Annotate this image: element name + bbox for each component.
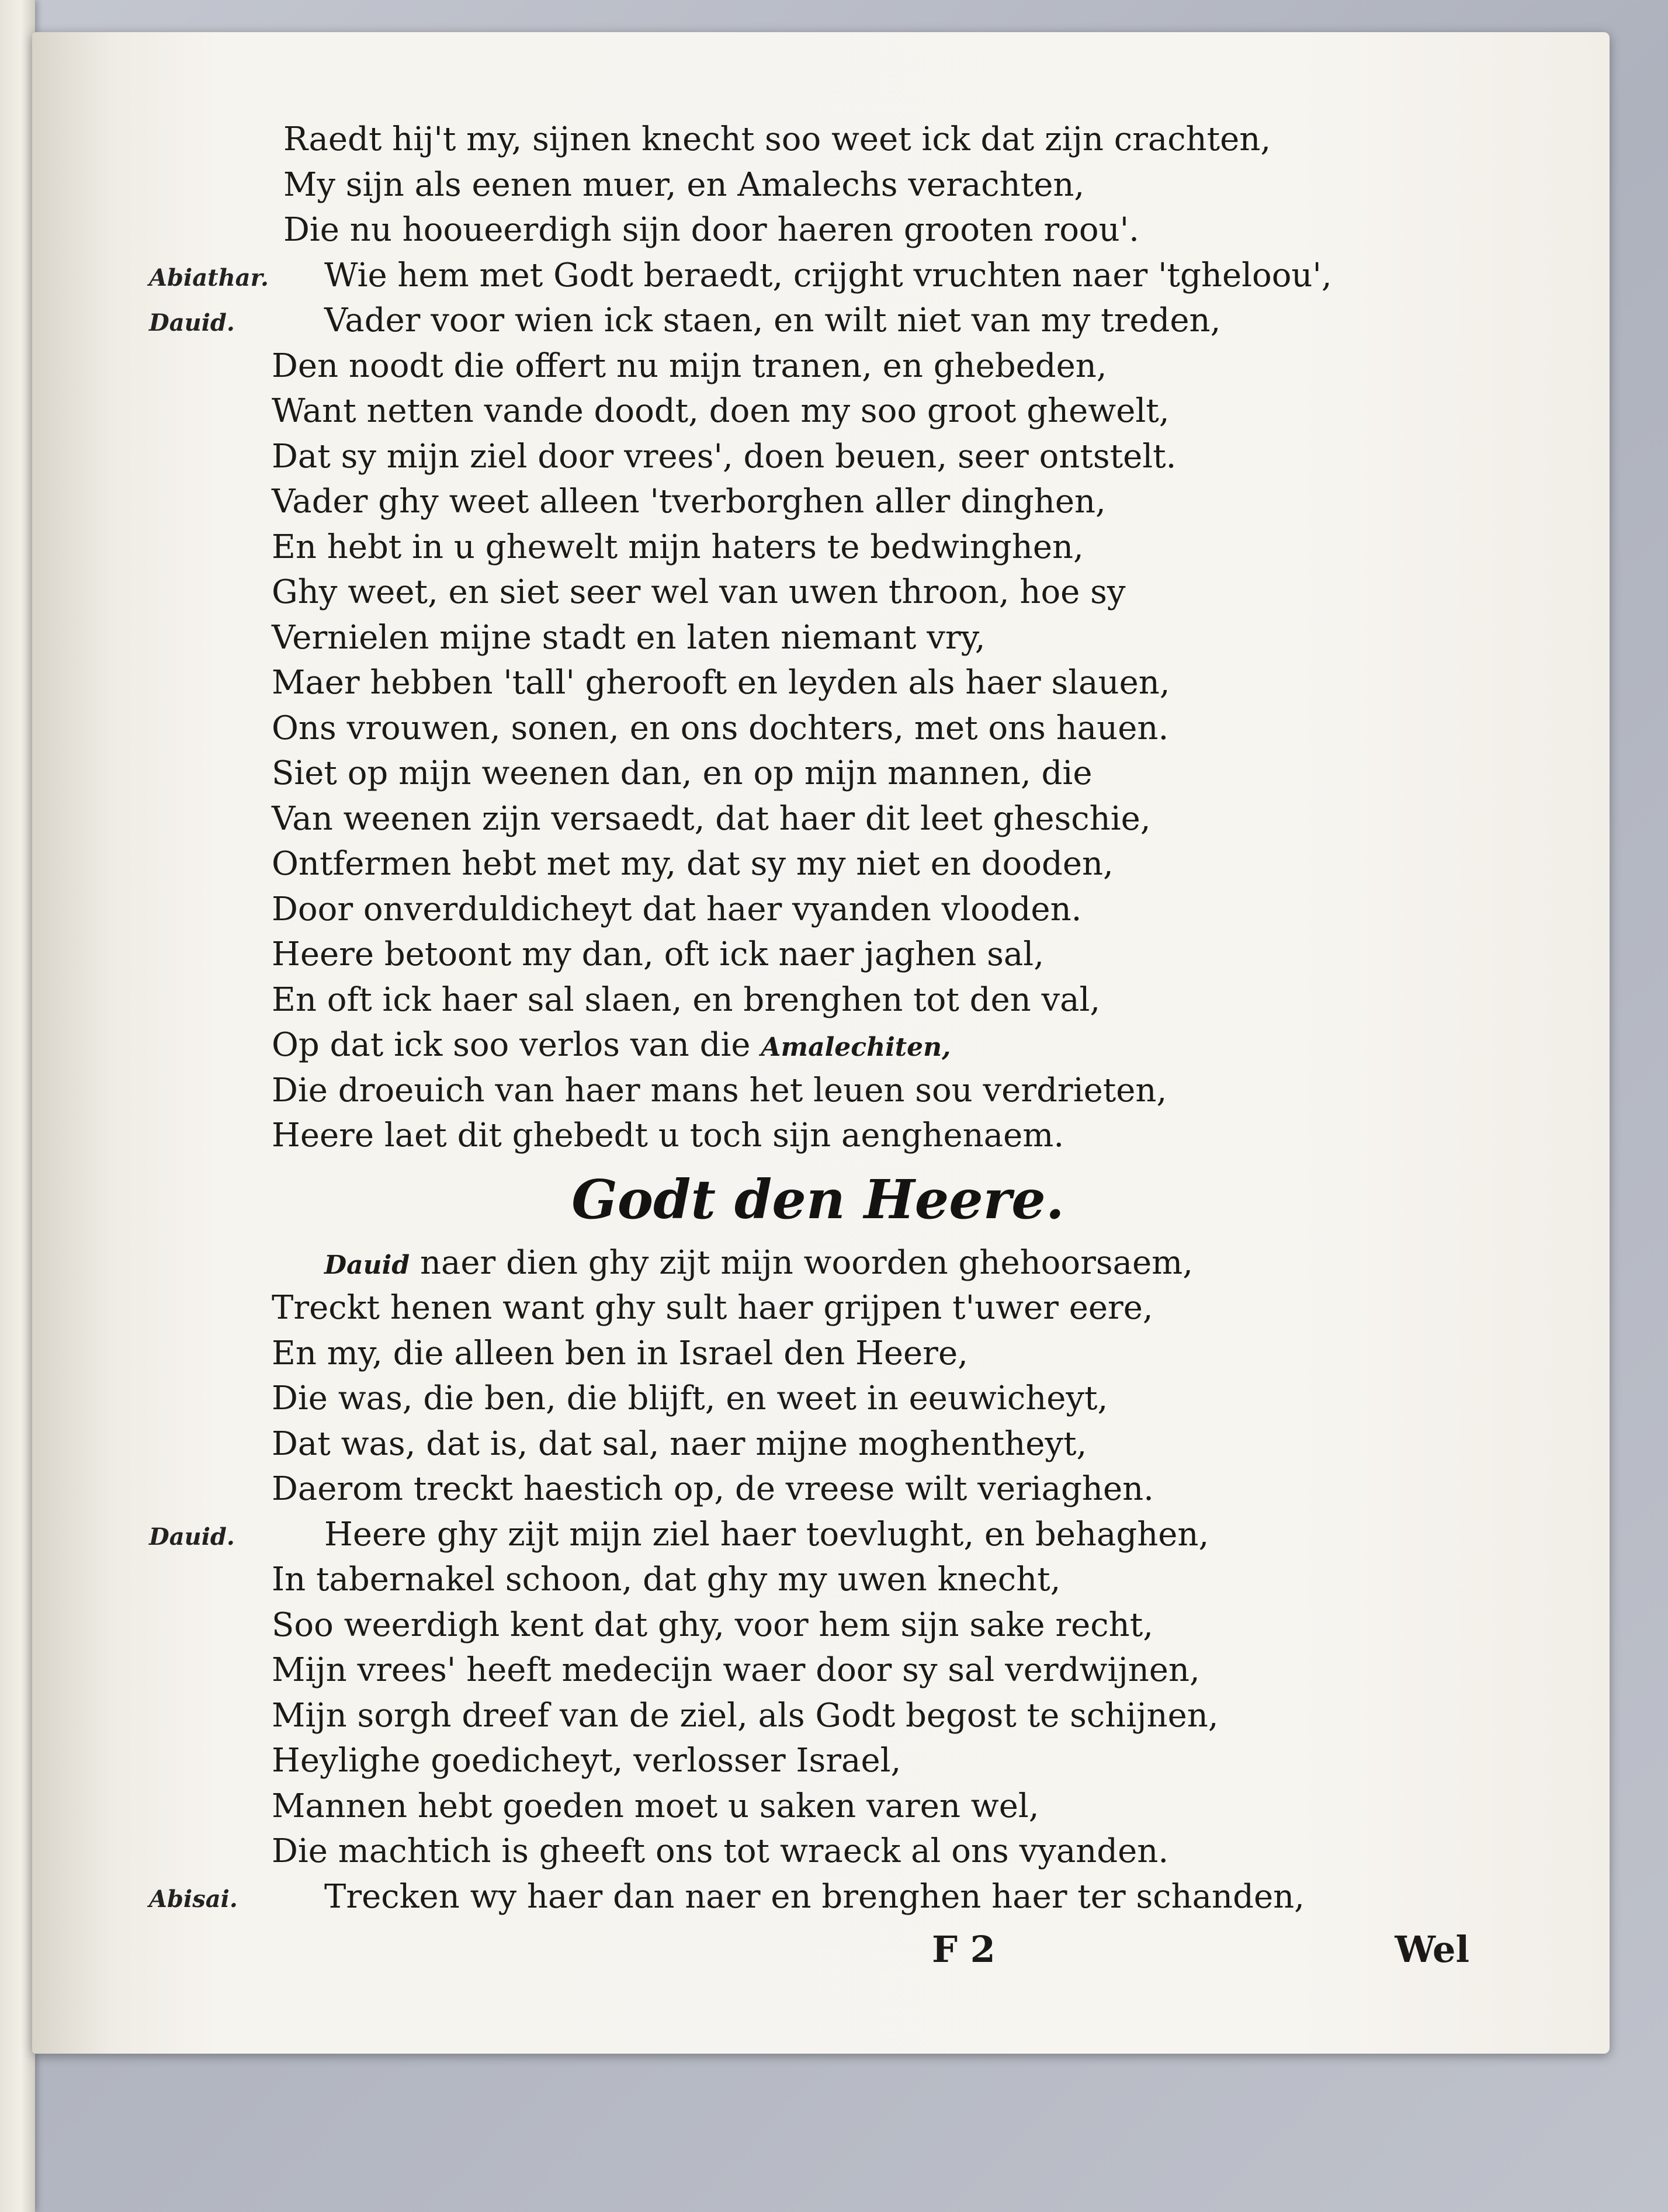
verse-line <box>272 932 1469 977</box>
verse-lines-top <box>149 117 1469 1159</box>
verse-words: Door onverduldicheyt dat haer vyanden vlooden. <box>272 890 1082 928</box>
verse-words: Den noodt die offert nu mijn tranen, en ghebeden, <box>272 346 1107 385</box>
verse-words: Die was, die ben, die blijft, en weet in eeuwicheyt, <box>272 1379 1108 1417</box>
verse-line-text <box>283 162 1084 208</box>
verse-line-text <box>272 841 1114 887</box>
verse-line <box>149 253 1469 299</box>
verse-words: Ghy weet, en siet seer wel van uwen throon, hoe sy <box>272 573 1126 611</box>
verse-words: Daerom treckt haestich op, de vreese wilt veriaghen. <box>272 1470 1154 1508</box>
verse-line-text <box>272 1113 1064 1159</box>
verse-words: Heylighe goedicheyt, verlosser Israel, <box>272 1742 901 1780</box>
verse-line <box>272 615 1469 661</box>
verse-line-text <box>272 570 1125 615</box>
verse-line <box>272 751 1469 796</box>
verse-words: Vader ghy weet alleen 'tverborghen aller dinghen, <box>272 483 1106 521</box>
verse-words: naer dien ghy zijt mijn woorden ghehoorsaem, <box>419 1243 1194 1282</box>
speaker-label: Abiathar. <box>149 264 269 292</box>
verse-line-text <box>272 706 1168 751</box>
previous-page-edge <box>0 0 35 2212</box>
verse-line-text <box>272 1738 901 1784</box>
verse-line-text <box>272 1829 1168 1874</box>
verse-line-text <box>272 932 1044 977</box>
verse-line <box>272 1829 1469 1874</box>
verse-line-text <box>324 1240 1193 1288</box>
verse-line-text <box>272 1068 1167 1114</box>
verse-line <box>149 298 1469 344</box>
verse-line-text <box>272 751 1092 796</box>
verse-line <box>272 434 1469 480</box>
verse-line-text <box>272 1466 1154 1512</box>
verse-line-text <box>272 1693 1219 1739</box>
verse-words: Ontfermen hebt met my, dat sy my niet en dooden, <box>272 845 1114 883</box>
verse-line-text <box>272 389 1170 434</box>
section-heading: Godt den Heere. <box>571 1167 1064 1231</box>
verse-words: Heere laet dit ghebedt u toch sijn aenghenaem. <box>272 1117 1064 1154</box>
verse-line <box>272 207 1469 253</box>
verse-line-text <box>272 660 1170 706</box>
verse-line <box>272 389 1469 434</box>
verse-words: Vernielen mijne stadt en laten niemant vry, <box>272 618 986 657</box>
verse-line <box>149 1874 1469 1920</box>
verse-words: Op dat ick soo verlos van die <box>272 1026 751 1064</box>
verse-line <box>272 1240 1469 1286</box>
verse-words: Van weenen zijn versaedt, dat haer dit leet gheschie, <box>272 799 1151 838</box>
verse-line-text <box>324 298 1220 344</box>
verse-words: Maer hebben 'tall' gherooft en leyden als haer slauen, <box>272 664 1170 702</box>
verse-words: Treckt henen want ghy sult haer grijpen t'uwer eere, <box>272 1289 1153 1327</box>
verse-line <box>272 796 1469 842</box>
verse-line <box>272 525 1469 570</box>
verse-words: En my, die alleen ben in Israel den Heere, <box>272 1334 968 1372</box>
verse-line-text <box>272 977 1100 1023</box>
verse-line-text <box>272 1648 1200 1693</box>
verse-lines-bottom <box>149 1240 1469 1920</box>
page-footer <box>272 1928 1469 1975</box>
signature-mark: F 2 <box>932 1928 996 1971</box>
verse-words: Dat sy mijn ziel door vrees', doen beuen, seer ontstelt. <box>272 437 1177 476</box>
verse-line <box>272 1022 1469 1068</box>
verse-line <box>272 841 1469 887</box>
verse-line-text <box>272 525 1084 570</box>
verse-line-text <box>272 1557 1060 1603</box>
verse-line-text <box>272 1331 968 1377</box>
verse-line-text <box>324 1874 1305 1920</box>
speaker-label: Dauid. <box>149 1523 235 1551</box>
verse-line-text <box>283 207 1139 253</box>
verse-words: Want netten vande doodt, doen my soo groot ghewelt, <box>272 392 1170 430</box>
verse-line <box>272 887 1469 932</box>
verse-line <box>272 1285 1469 1331</box>
verse-words: My sijn als eenen muer, en Amalechs verachten, <box>283 165 1085 204</box>
verse-words: Mijn vrees' heeft medecijn waer door sy sal verdwijnen, <box>272 1651 1200 1689</box>
verse-words: Mannen hebt goeden moet u saken varen wel, <box>272 1787 1039 1825</box>
verse-words: En oft ick haer sal slaen, en brenghen tot den val, <box>272 980 1101 1019</box>
verse-line <box>272 660 1469 706</box>
italic-name: Dauid <box>324 1250 410 1280</box>
catchword: Wel <box>1395 1928 1469 1971</box>
verse-line <box>272 1738 1469 1784</box>
verse-line <box>272 570 1469 615</box>
verse-words: En hebt in u ghewelt mijn haters te bedwinghen, <box>272 528 1084 566</box>
verse-line-text <box>272 434 1176 480</box>
verse-line <box>272 1068 1469 1114</box>
verse-line <box>149 1512 1469 1558</box>
verse-line-text <box>272 1022 951 1070</box>
verse-words: Heere betoont my dan, oft ick naer jaghen sal, <box>272 935 1044 973</box>
verse-line <box>272 1557 1469 1603</box>
verse-line <box>272 344 1469 389</box>
verse-line-text <box>272 1603 1153 1648</box>
verse-words: Trecken wy haer dan naer en brenghen haer ter schanden, <box>324 1877 1305 1916</box>
verse-line-text <box>272 887 1081 932</box>
speaker-label: Dauid. <box>149 309 235 337</box>
verse-line <box>272 1693 1469 1739</box>
verse-line-text <box>272 1421 1087 1467</box>
verse-words: Wie hem met Godt beraedt, crijght vruchten naer 'tgheloou', <box>324 256 1332 294</box>
verse-line-text <box>272 1784 1039 1829</box>
verse-line <box>272 1603 1469 1648</box>
verse-line-text <box>272 796 1151 842</box>
verse-words: Siet op mijn weenen dan, en op mijn mannen, die <box>272 754 1093 792</box>
verse-words: Soo weerdigh kent dat ghy, voor hem sijn sake recht, <box>272 1606 1154 1644</box>
verse-line <box>272 1466 1469 1512</box>
verse-words: In tabernakel schoon, dat ghy my uwen knecht, <box>272 1561 1061 1599</box>
verse-words: Raedt hij't my, sijnen knecht soo weet ick dat zijn crachten, <box>283 120 1271 158</box>
italic-name: Amalechiten, <box>761 1032 951 1062</box>
verse-line <box>272 1421 1469 1467</box>
poem-text-block <box>149 117 1469 1919</box>
verse-words: Mijn sorgh dreef van de ziel, als Godt begost te schijnen, <box>272 1696 1219 1735</box>
verse-words: Die nu hooueerdigh sijn door haeren grooten roou'. <box>283 211 1139 249</box>
verse-words: Vader voor wien ick staen, en wilt niet van my treden, <box>324 301 1221 339</box>
verse-words: Heere ghy zijt mijn ziel haer toevlught, en behaghen, <box>324 1515 1209 1554</box>
verse-line-text <box>283 117 1271 162</box>
verse-words: Die droeuich van haer mans het leuen sou verdrieten, <box>272 1071 1167 1110</box>
speaker-label: Abisai. <box>149 1885 238 1913</box>
verse-line-text <box>324 1512 1209 1558</box>
verse-line <box>272 117 1469 162</box>
verse-line <box>272 1376 1469 1421</box>
verse-line <box>272 706 1469 751</box>
verse-line <box>272 162 1469 208</box>
verse-line <box>272 977 1469 1023</box>
verse-line <box>272 479 1469 525</box>
verse-line <box>272 1113 1469 1159</box>
verse-words: Dat was, dat is, dat sal, naer mijne moghentheyt, <box>272 1424 1087 1463</box>
verse-line-text <box>324 253 1332 299</box>
verse-line-text <box>272 479 1106 525</box>
verse-words: Ons vrouwen, sonen, en ons dochters, met ons hauen. <box>272 709 1169 747</box>
verse-line-text <box>272 1285 1153 1331</box>
verse-line <box>272 1331 1469 1377</box>
verse-line <box>272 1784 1469 1829</box>
verse-line-text <box>272 615 986 661</box>
verse-line-text <box>272 344 1107 389</box>
verse-words: Die machtich is gheeft ons tot wraeck al ons vyanden. <box>272 1832 1169 1870</box>
verse-line <box>272 1648 1469 1693</box>
verse-line-text <box>272 1376 1108 1421</box>
